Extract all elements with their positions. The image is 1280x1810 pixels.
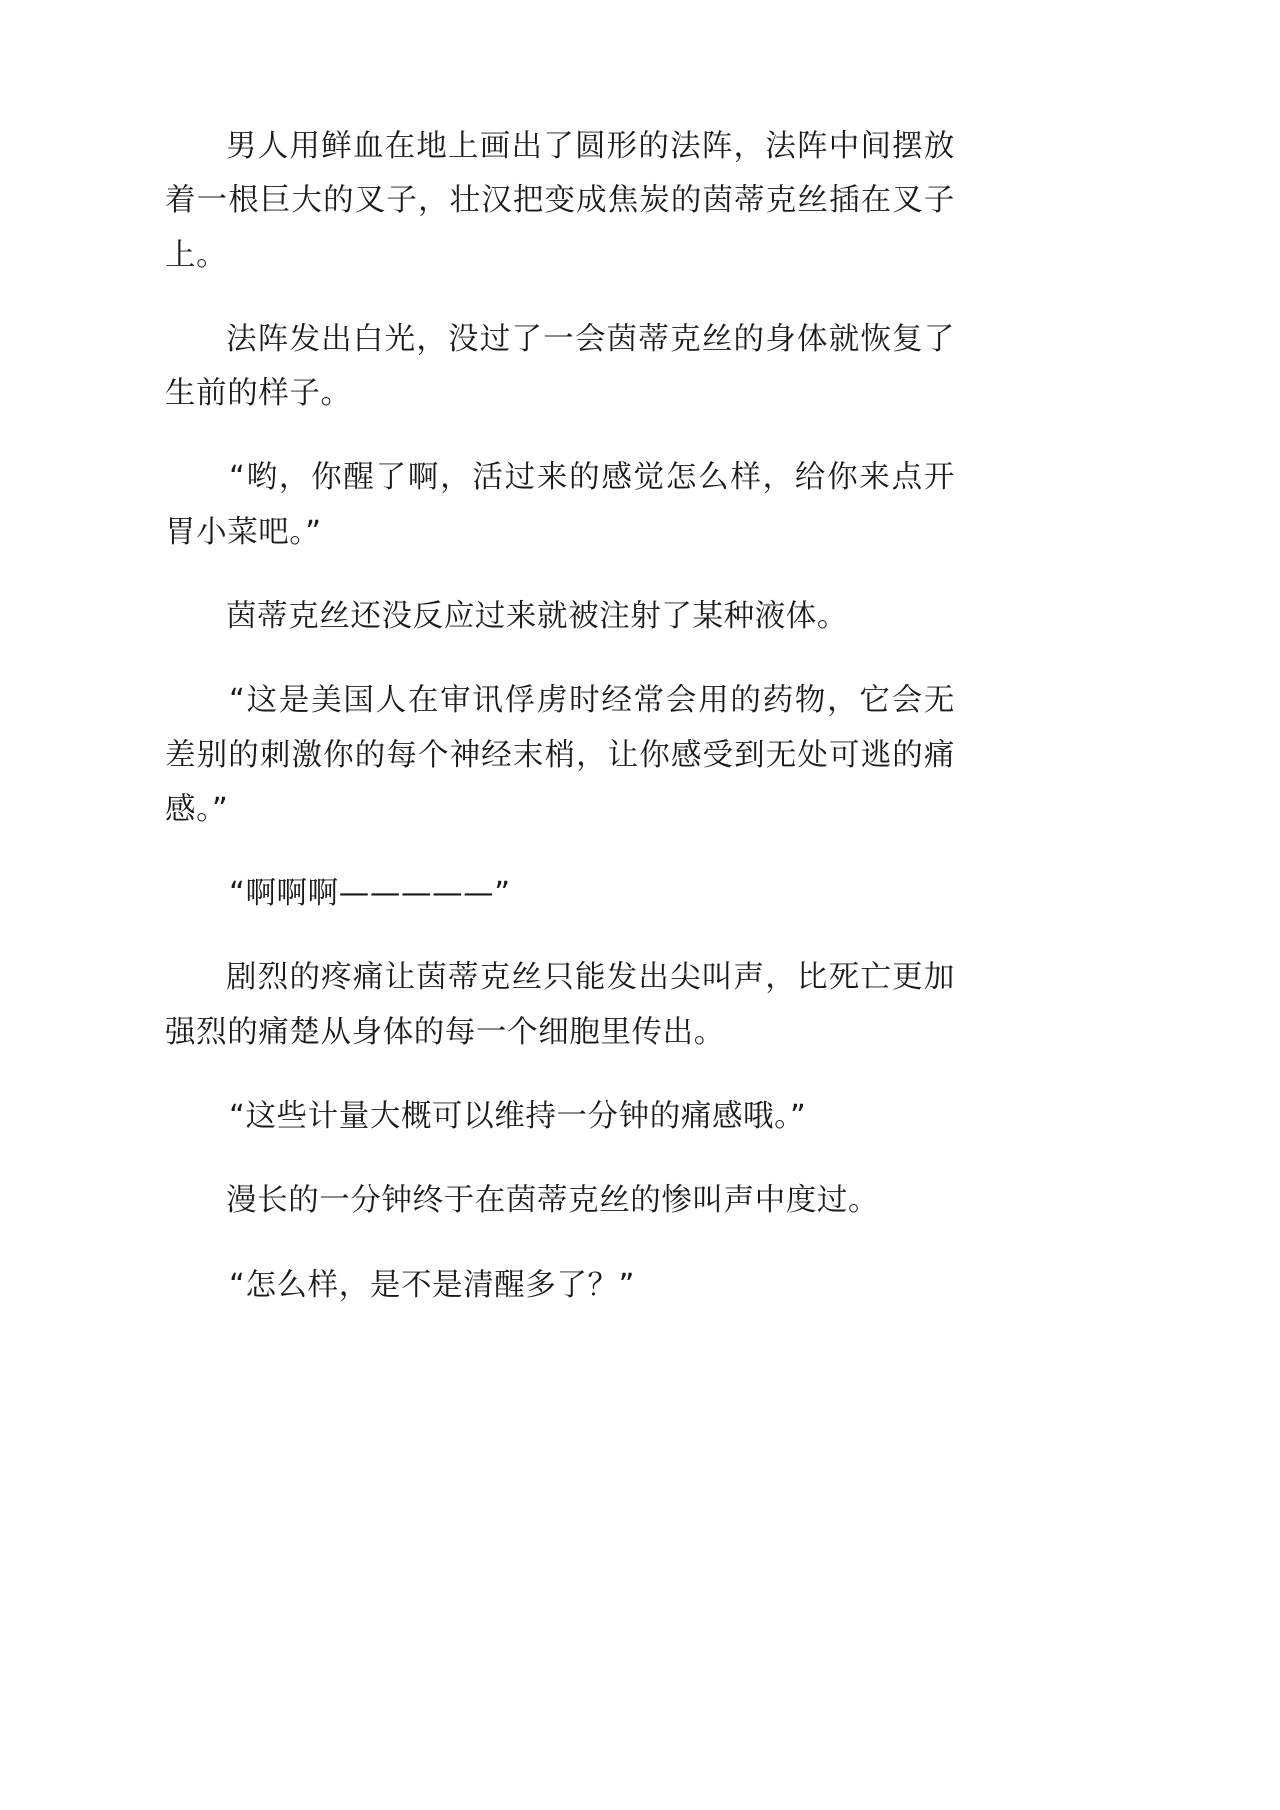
paragraph: 漫长的一分钟终于在茵蒂克丝的惨叫声中度过。 xyxy=(226,1183,880,1219)
paragraph: “怎么样，是不是清醒多了？” xyxy=(229,1267,636,1303)
paragraph: “啊啊啊—————” xyxy=(229,876,511,912)
paragraph: 男人用鲜血在地上画出了圆形的法阵，法阵中间摆放着一根巨大的叉子，壮汉把变成焦炭的茵蒂克丝插在叉子上。 xyxy=(165,129,955,273)
paragraph: “这些计量大概可以维持一分钟的痛感哦。” xyxy=(229,1098,807,1134)
paragraph: “哟，你醒了啊，活过来的感觉怎么样，给你来点开胃小菜吧。” xyxy=(165,460,955,550)
paragraph: “这是美国人在审讯俘虏时经常会用的药物，它会无差别的刺激你的每个神经末梢，让你感受到无处可逃的痛感。” xyxy=(165,683,955,827)
paragraph: 剧烈的疼痛让茵蒂克丝只能发出尖叫声，比死亡更加强烈的痛楚从身体的每一个细胞里传出。 xyxy=(165,960,955,1050)
paragraph: 法阵发出白光，没过了一会茵蒂克丝的身体就恢复了生前的样子。 xyxy=(165,321,955,412)
document-text-body xyxy=(165,120,955,1313)
paragraph: 茵蒂克丝还没反应过来就被注射了某种液体。 xyxy=(226,598,848,634)
